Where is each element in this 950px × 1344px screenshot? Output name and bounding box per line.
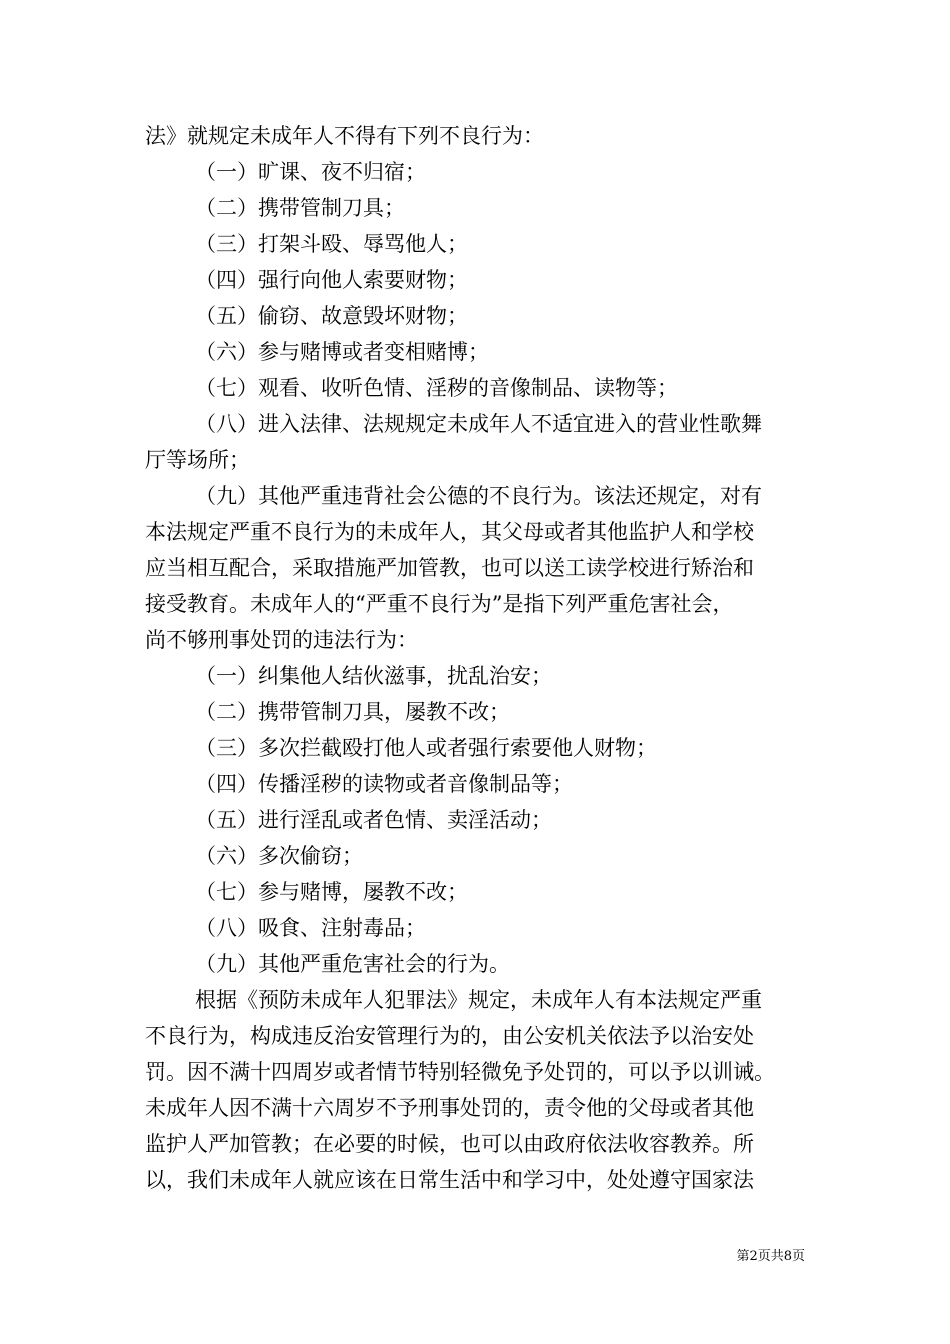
text-line: （七）观看、收听色情、淫秽的音像制品、读物等；	[195, 376, 678, 400]
document-body	[145, 118, 817, 1198]
text-line: 以，我们未成年人就应该在日常生活中和学习中，处处遵守国家法	[145, 1168, 754, 1192]
text-line: （九）其他严重违背社会公德的不良行为。该法还规定，对有	[195, 484, 762, 508]
text-line: 监护人严加管教；在必要的时候，也可以由政府依法收容教养。所	[145, 1132, 754, 1156]
text-line: 罚。因不满十四周岁或者情节特别轻微免予处罚的，可以予以训诫。	[145, 1060, 775, 1084]
text-line: （三）打架斗殴、辱骂他人；	[195, 232, 468, 256]
text-line: （二）携带管制刀具；	[195, 196, 405, 220]
text-line: （五）进行淫乱或者色情、卖淫活动；	[195, 808, 552, 832]
text-line: 法》就规定未成年人不得有下列不良行为：	[145, 124, 544, 148]
text-line: 根据《预防未成年人犯罪法》规定，未成年人有本法规定严重	[195, 988, 762, 1012]
text-line: （七）参与赌博，屡教不改；	[195, 880, 468, 904]
text-line: （一）旷课、夜不归宿；	[195, 160, 426, 184]
text-line: 厅等场所；	[145, 448, 250, 472]
text-line: （一）纠集他人结伙滋事，扰乱治安；	[195, 664, 552, 688]
text-line: （八）进入法律、法规规定未成年人不适宜进入的营业性歌舞	[195, 412, 762, 436]
text-line: 不良行为，构成违反治安管理行为的，由公安机关依法予以治安处	[145, 1024, 754, 1048]
text-line: （六）参与赌博或者变相赌博；	[195, 340, 489, 364]
text-line: （五）偷窃、故意毁坏财物；	[195, 304, 468, 328]
text-line: 本法规定严重不良行为的未成年人，其父母或者其他监护人和学校	[145, 520, 754, 544]
text-line: 未成年人因不满十六周岁不予刑事处罚的，责令他的父母或者其他	[145, 1096, 754, 1120]
text-line: （二）携带管制刀具，屡教不改；	[195, 700, 510, 724]
text-line: 尚不够刑事处罚的违法行为：	[145, 628, 418, 652]
text-line: 应当相互配合，采取措施严加管教，也可以送工读学校进行矫治和	[145, 556, 754, 580]
page-number: 第2页共8页	[736, 1249, 805, 1264]
text-line: （九）其他严重危害社会的行为。	[195, 952, 510, 976]
text-line: （四）传播淫秽的读物或者音像制品等；	[195, 772, 573, 796]
text-line: （三）多次拦截殴打他人或者强行索要他人财物；	[195, 736, 657, 760]
text-line: （八）吸食、注射毒品；	[195, 916, 426, 940]
text-line: （四）强行向他人索要财物；	[195, 268, 468, 292]
text-line: （六）多次偷窃；	[195, 844, 363, 868]
text-line: 接受教育。未成年人的“严重不良行为”是指下列严重危害社会，	[145, 592, 734, 616]
